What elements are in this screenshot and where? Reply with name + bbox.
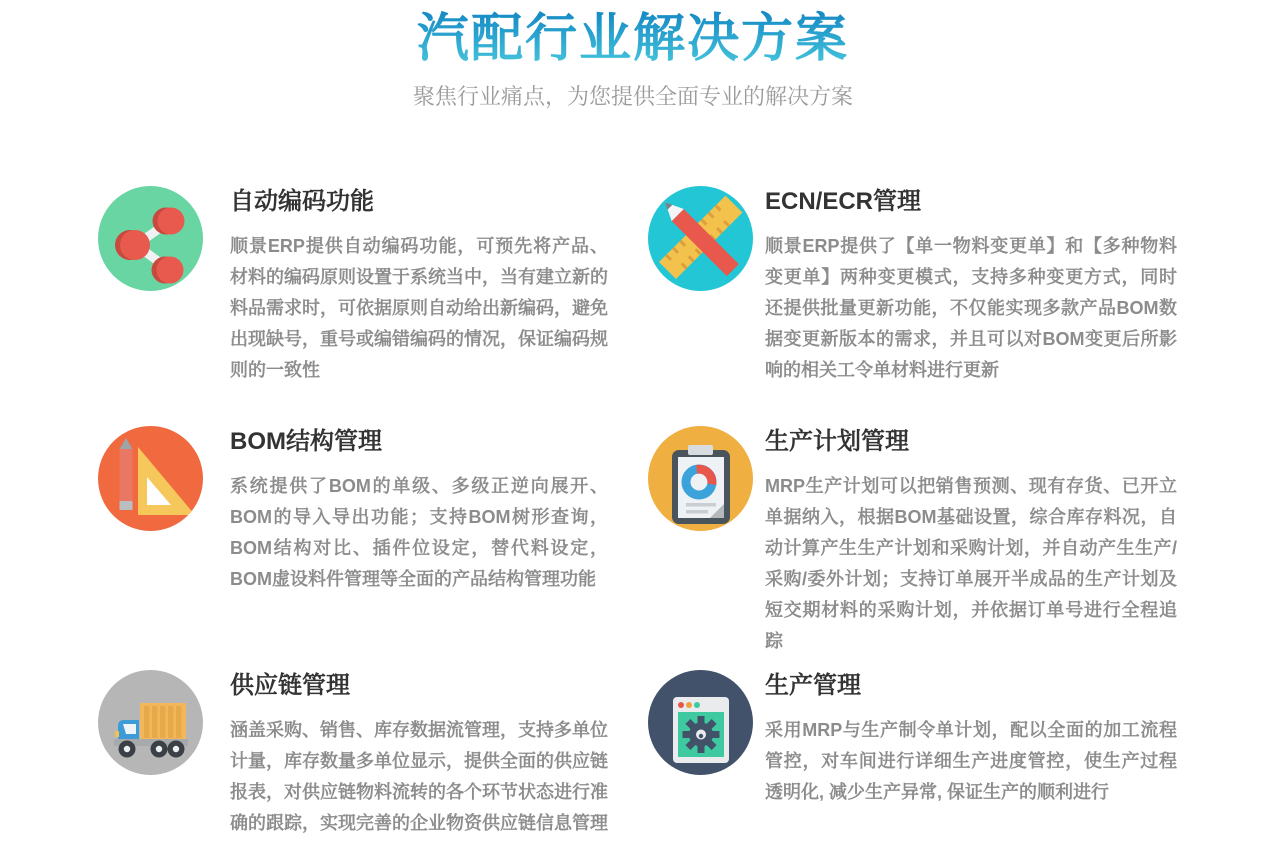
feature-auto-coding <box>98 186 608 386</box>
truck-icon <box>98 670 203 775</box>
feature-icon-circle <box>98 670 203 775</box>
section-header <box>0 0 1266 110</box>
clipboard-chart-icon <box>648 426 753 531</box>
set-square-pencil-icon <box>98 426 203 531</box>
browser-gear-icon <box>648 670 753 775</box>
feature-title: 生产计划管理 <box>765 428 909 455</box>
page-title: 汽配行业解决方案 <box>0 10 1266 68</box>
feature-ecn-ecr <box>648 186 1180 386</box>
feature-supply-chain <box>98 670 608 839</box>
feature-production-management <box>648 670 1180 808</box>
feature-description: 顺景ERP提供自动编码功能，可预先将产品、材料的编码原则设置于系统当中，当有建立新的料品需求时，可依据原则自动给出新编码，避免出现缺号，重号或编错编码的情况，保证编码规则的一致性 <box>230 236 608 380</box>
feature-title: 自动编码功能 <box>230 188 374 215</box>
pencil-ruler-icon <box>648 186 753 291</box>
feature-icon-circle <box>648 670 753 775</box>
feature-production-planning <box>648 426 1180 657</box>
feature-description: 采用MRP与生产制令单计划，配以全面的加工流程管控，对车间进行详细生产进度管控，使生产过程透明化, 减少生产异常, 保证生产的顺利进行 <box>765 720 1177 802</box>
feature-title: BOM结构管理 <box>230 428 382 455</box>
feature-description: 涵盖采购、销售、库存数据流管理，支持多单位计量，库存数量多单位显示，提供全面的供应链报表，对供应链物料流转的各个环节状态进行准确的跟踪，实现完善的企业物资供应链信息管理 <box>230 720 608 833</box>
feature-description: 顺景ERP提供了【单一物料变更单】和【多种物料变更单】两种变更模式，支持多种变更方式，同时还提供批量更新功能，不仅能实现多款产品BOM数据变更新版本的需求，并且可以对BOM变更后所影响的相关工令单材料进行更新 <box>765 236 1177 380</box>
feature-icon-circle <box>648 186 753 291</box>
feature-icon-circle <box>98 426 203 531</box>
feature-icon-circle <box>648 426 753 531</box>
feature-title: ECN/ECR管理 <box>765 188 922 215</box>
feature-description: 系统提供了BOM的单级、多级正逆向展开、BOM的导入导出功能；支持BOM树形查询，BOM结构对比、插件位设定，替代料设定，BOM虚设料件管理等全面的产品结构管理功能 <box>230 476 608 589</box>
page-subtitle: 聚焦行业痛点，为您提供全面专业的解决方案 <box>412 84 853 109</box>
feature-title: 生产管理 <box>765 672 861 699</box>
share-icon <box>98 186 203 291</box>
feature-description: MRP生产计划可以把销售预测、现有存货、已开立单据纳入，根据BOM基础设置，综合库存料况，自动计算产生生产计划和采购计划，并自动产生生产/采购/委外计划；支持订单展开半成品的生产计划及短交期材料的采购计划，并依据订单号进行全程追踪 <box>765 476 1177 651</box>
feature-title: 供应链管理 <box>230 672 350 699</box>
feature-bom-structure <box>98 426 608 595</box>
feature-icon-circle <box>98 186 203 291</box>
features-grid <box>98 186 1266 839</box>
